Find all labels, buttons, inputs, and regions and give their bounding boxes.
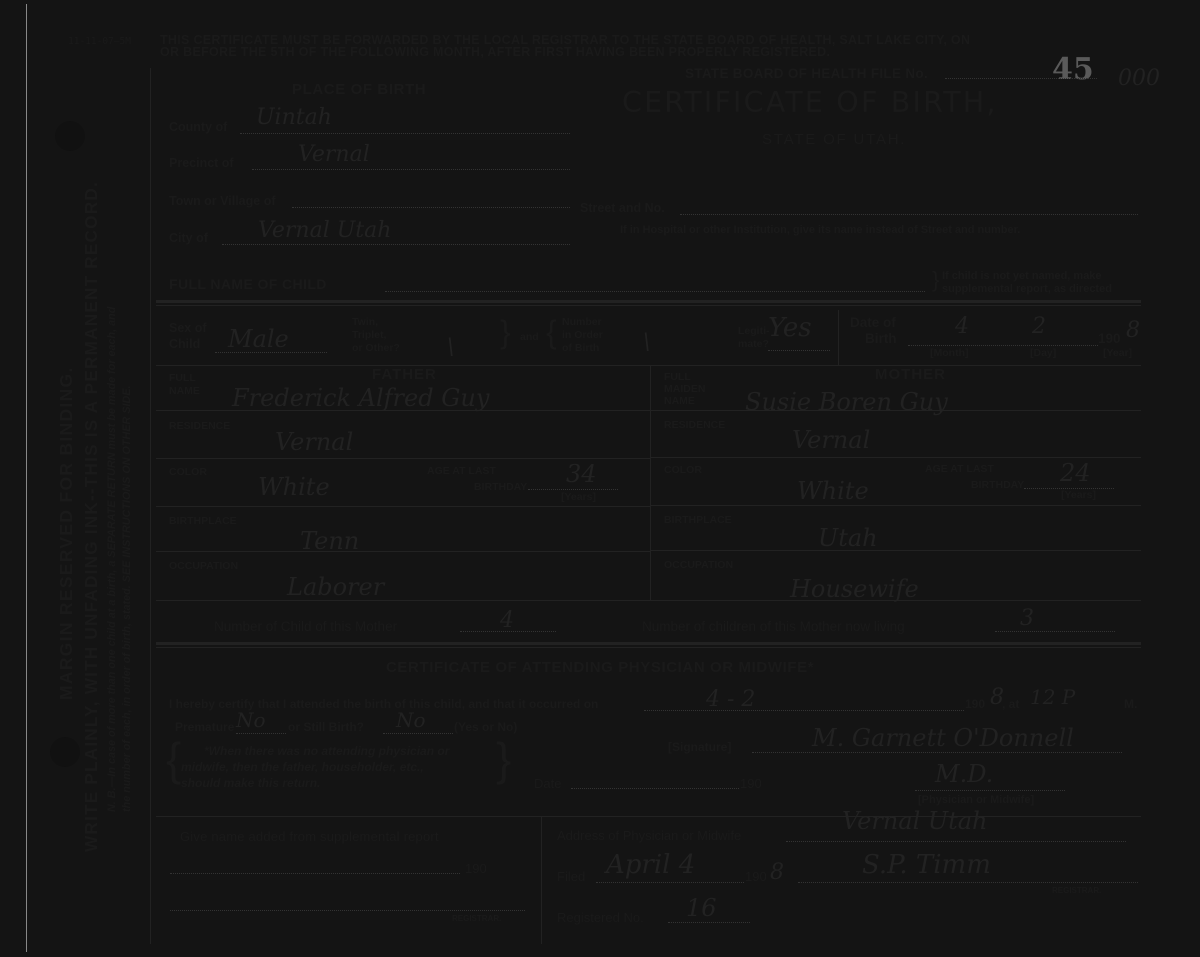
father-residence-label: RESIDENCE — [169, 420, 231, 432]
registered-line — [668, 922, 750, 923]
father-color-label: COLOR — [169, 466, 207, 478]
sex-label-1: Sex of — [169, 321, 207, 335]
premature-line — [236, 733, 286, 734]
father-title: FATHER — [372, 366, 437, 383]
rule-child-top-2 — [156, 305, 1141, 306]
mother-color-value[interactable]: White — [797, 477, 869, 505]
year-label: [Year] — [1103, 347, 1133, 359]
premature-label: Premature — [175, 720, 235, 734]
mother-maiden-label: MAIDEN — [664, 383, 706, 395]
filed-line — [596, 882, 744, 883]
county-value[interactable]: Uintah — [256, 105, 332, 130]
twin-label-2: Triplet, — [352, 329, 387, 341]
birth-year[interactable]: 8 — [1126, 318, 1140, 343]
m-label: M. — [1124, 697, 1138, 711]
sex-label-2: Child — [169, 337, 201, 351]
stillbirth-line — [383, 733, 453, 734]
birth-month[interactable]: 4 — [955, 314, 969, 339]
order-label-2: in Order — [562, 329, 603, 341]
day-label: [Day] — [1030, 347, 1057, 359]
mother-color-rule — [650, 505, 1141, 506]
file-number-extra: 000 — [1118, 66, 1160, 91]
month-label: [Month] — [930, 347, 969, 359]
living-value[interactable]: 3 — [1020, 606, 1034, 631]
occurred-time[interactable]: 12 P — [1030, 685, 1076, 709]
note-brace-left: { — [166, 733, 182, 785]
town-label: Town or Village of — [169, 194, 276, 208]
rule-physician-top-2 — [156, 647, 1141, 648]
filed-value[interactable]: April 4 — [606, 850, 696, 880]
father-years-label: [Years] — [561, 491, 597, 503]
binding-hole-top — [55, 121, 85, 151]
order-brace: { — [546, 314, 557, 350]
physician-date-line — [571, 788, 739, 789]
father-name-label: NAME — [169, 385, 200, 397]
order-label-3: of Birth — [562, 342, 600, 354]
filing-registrar-label: REGISTRAR. — [1052, 886, 1102, 895]
signature-value[interactable]: M. Garnett O'Donnell — [812, 724, 1074, 752]
birth-day[interactable]: 2 — [1032, 314, 1046, 339]
county-line — [240, 133, 570, 134]
rule-parents-bottom — [156, 600, 1141, 601]
registrar-line — [798, 882, 1138, 883]
filed-year-prefix: 190 — [745, 869, 767, 884]
place-of-birth-title: PLACE OF BIRTH — [292, 81, 427, 98]
city-value[interactable]: Vernal Utah — [258, 218, 392, 243]
occurred-year-prefix: 190 — [965, 697, 986, 711]
child-name-note-2: supplemental report, as directed — [942, 283, 1112, 295]
twin-value[interactable]: \ — [447, 335, 455, 360]
note-brace-right: } — [496, 733, 512, 785]
twin-label-1: Twin, — [352, 316, 379, 328]
file-number-label: STATE BOARD OF HEALTH FILE No. — [685, 66, 928, 81]
rule-parents-top — [156, 365, 1141, 366]
certificate-title: CERTIFICATE OF BIRTH, — [622, 86, 998, 119]
and-label: and — [520, 331, 539, 343]
registrar-signature[interactable]: S.P. Timm — [862, 850, 991, 880]
sex-value[interactable]: Male — [228, 325, 289, 353]
mother-birthplace-rule — [650, 550, 1141, 551]
mother-name-value[interactable]: Susie Boren Guy — [745, 388, 948, 416]
father-age-line — [528, 489, 618, 490]
parents-divider — [650, 365, 651, 600]
rule-physician-top — [156, 642, 1141, 645]
mother-occupation-label: OCCUPATION — [664, 559, 734, 571]
birth-year-prefix: 190 — [1098, 331, 1121, 346]
mother-birthplace-value[interactable]: Utah — [818, 524, 878, 552]
living-label: Number of children of this Mother now living — [642, 619, 905, 634]
page-edge-left — [26, 4, 27, 952]
physician-date-year: 190 — [740, 776, 762, 791]
legit-label-1: Legiti- — [738, 325, 770, 337]
note-line-3: should make this return. — [181, 776, 321, 790]
nb-line-1: N. B.—In case of more than one child at a birth, a SEPARATE RETURN must be made for each, and — [106, 306, 118, 812]
instruction-line-2: OR BEFORE THE 5TH OF THE FOLLOWING MONTH, AFTER FIRST HAVING BEEN PROPERLY REGISTERED. — [160, 45, 831, 59]
supplemental-line-1 — [170, 873, 460, 874]
rule-child-top — [156, 300, 1141, 303]
father-age-value[interactable]: 34 — [566, 460, 597, 488]
father-occupation-value[interactable]: Laborer — [287, 573, 385, 601]
yesno-label: (Yes or No) — [454, 720, 518, 734]
twin-label-3: or Other? — [352, 342, 400, 354]
father-name-value[interactable]: Frederick Alfred Guy — [232, 384, 490, 412]
occurred-year[interactable]: 8 — [990, 685, 1004, 710]
child-number-label: Number of Child of this Mother — [214, 619, 398, 634]
physician-role-label: [Physician or Midwife] — [918, 794, 1035, 806]
mother-age-value[interactable]: 24 — [1060, 459, 1091, 487]
address-label: Address of Physician or Midwife — [557, 828, 742, 843]
father-occupation-label: OCCUPATION — [169, 560, 239, 572]
mother-title: MOTHER — [875, 366, 946, 383]
address-line — [786, 841, 1126, 842]
mother-color-label: COLOR — [664, 464, 702, 476]
signature-label: [Signature] — [668, 740, 732, 754]
registered-label: Registered No. — [557, 910, 644, 925]
registered-value[interactable]: 16 — [686, 894, 717, 922]
state-label: STATE OF UTAH. — [762, 131, 907, 148]
nb-line-2: the number of each, in order of birth, stated. SEE INSTRUCTIONS ON OTHER SIDE. — [121, 385, 133, 812]
physician-title: CERTIFICATE OF ATTENDING PHYSICIAN OR MIDWIFE* — [386, 659, 815, 676]
stillbirth-value[interactable]: No — [396, 708, 426, 732]
filed-label: Filed — [557, 869, 586, 884]
precinct-label: Precinct of — [169, 156, 234, 170]
father-age-label-2: BIRTHDAY — [474, 481, 528, 493]
father-age-label-1: AGE AT LAST — [427, 465, 496, 477]
living-line — [995, 631, 1115, 632]
child-name-note-1: If child is not yet named, make — [942, 270, 1102, 282]
divider-date — [838, 310, 839, 365]
physician-date-label: Date — [534, 776, 562, 791]
mother-occupation-value[interactable]: Housewife — [790, 575, 919, 603]
mother-age-label-1: AGE AT LAST — [925, 463, 994, 475]
mother-residence-rule — [650, 457, 1141, 458]
street-label: Street and No. — [580, 201, 665, 215]
address-value[interactable]: Vernal Utah — [842, 807, 988, 835]
father-color-value[interactable]: White — [258, 473, 330, 501]
mother-name-rule — [650, 410, 1141, 411]
county-label: County of — [169, 120, 228, 134]
hospital-note: If in Hospital or other Institution, give its name instead of Street and number. — [620, 224, 1021, 236]
mother-years-label: [Years] — [1061, 489, 1097, 501]
supplemental-registrar: REGISTRAR. — [452, 914, 502, 923]
child-name-label: FULL NAME OF CHILD — [169, 276, 327, 292]
twin-brace: } — [500, 314, 511, 350]
precinct-line — [252, 169, 570, 170]
town-line — [292, 207, 570, 208]
father-residence-rule — [156, 458, 650, 459]
mother-birthplace-label: BIRTHPLACE — [664, 514, 732, 526]
street-line — [680, 214, 1138, 215]
occurred-date[interactable]: 4 - 2 — [706, 687, 756, 712]
legit-value[interactable]: Yes — [768, 313, 812, 343]
write-plainly-text: WRITE PLAINLY, WITH UNFADING INK--THIS IS A PERMANENT RECORD. — [81, 181, 101, 852]
premature-value[interactable]: No — [236, 708, 266, 732]
legit-line — [768, 350, 830, 351]
father-full-label: FULL — [169, 372, 196, 384]
father-birthplace-rule — [156, 551, 650, 552]
supplemental-year: 190 — [465, 861, 487, 876]
mother-full-label: FULL — [664, 371, 691, 383]
supplemental-divider — [541, 816, 542, 944]
city-label: City of — [169, 231, 208, 245]
order-value[interactable]: \ — [643, 330, 651, 355]
certify-text: I hereby certify that I attended the birth of this child, and that it occurred on — [169, 697, 599, 711]
signature-line — [752, 752, 1122, 753]
form-code: 11-11-07—5M — [68, 36, 131, 47]
binding-hole-bottom — [50, 737, 80, 767]
father-color-rule — [156, 506, 650, 507]
father-birthplace-label: BIRTHPLACE — [169, 515, 237, 527]
certify-line — [644, 710, 964, 711]
precinct-value[interactable]: Vernal — [298, 142, 370, 167]
supplemental-line-2 — [170, 910, 525, 911]
margin-reserved-text: MARGIN RESERVED FOR BINDING. — [56, 366, 76, 700]
date-line — [908, 345, 1098, 346]
file-number-line — [945, 78, 1097, 79]
mother-age-label-2: BIRTHDAY — [971, 479, 1025, 491]
city-line — [222, 244, 570, 245]
mother-residence-value[interactable]: Vernal — [792, 426, 871, 454]
md-value[interactable]: M.D. — [935, 760, 994, 788]
stillbirth-label: or Still Birth? — [288, 720, 364, 734]
child-name-line — [385, 291, 925, 292]
rule-lower-top — [156, 816, 1141, 817]
father-name-rule — [156, 410, 650, 411]
father-birthplace-value[interactable]: Tenn — [300, 527, 360, 555]
mother-name-label: NAME — [664, 395, 695, 407]
date-label-1: Date of — [850, 315, 896, 330]
at-label: , at — [1002, 697, 1020, 711]
father-residence-value[interactable]: Vernal — [275, 428, 354, 456]
physician-role-line — [915, 790, 1065, 791]
child-number-value[interactable]: 4 — [500, 608, 514, 633]
file-number-stamp: 45 — [1052, 52, 1094, 87]
instruction-line-1: THIS CERTIFICATE MUST BE FORWARDED BY THE LOCAL REGISTRAR TO THE STATE BOARD OF HEALTH, SALT LAKE CITY, ON — [160, 33, 971, 47]
order-label-1: Number — [562, 316, 602, 328]
legit-label-2: mate? — [738, 338, 769, 350]
supplemental-title: Give name added from supplemental report — [180, 829, 439, 844]
filed-year[interactable]: 8 — [770, 860, 784, 885]
mother-residence-label: RESIDENCE — [664, 419, 726, 431]
margin-rule — [150, 68, 151, 944]
note-line-2: midwife, then the father, householder, etc., — [181, 760, 424, 774]
note-line-1: *When there was no attending physician or — [204, 744, 450, 758]
child-name-brace: } — [932, 267, 940, 292]
date-label-2: Birth — [865, 331, 897, 346]
